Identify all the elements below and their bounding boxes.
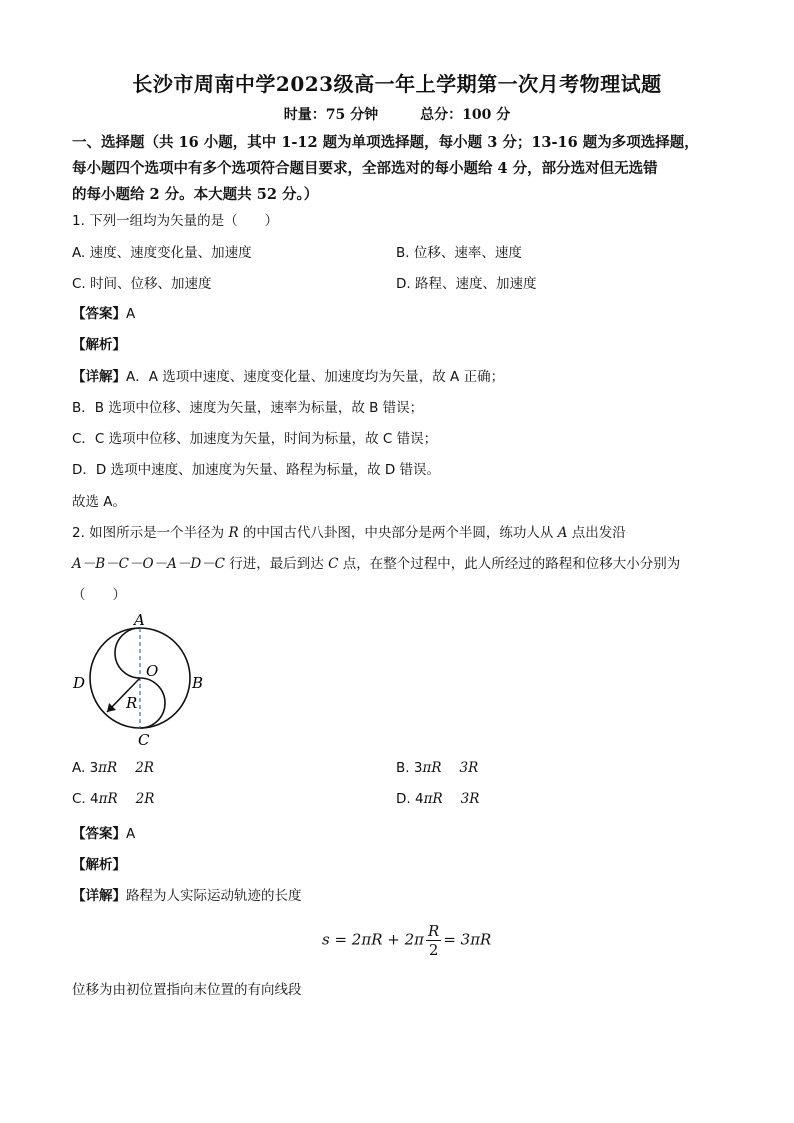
- q1-option-a: A. 速度、速度变化量、加速度: [72, 245, 252, 261]
- q1-option-b: B. 位移、速率、速度: [396, 245, 522, 261]
- q2-analysis-tag: 【解析】: [72, 857, 126, 873]
- q1-detail-line2: B．B 选项中位移、速度为矢量，速率为标量，故 B 错误；: [72, 400, 424, 416]
- q2-stem-line1: 2. 如图所示是一个半径为 R 的中国古代八卦图，中央部分是两个半圆，练功人从 A 点出发沿: [72, 525, 626, 541]
- section-instructions-line3: 的每小题给 2 分。本大题共 52 分。）: [72, 186, 319, 203]
- q2-path: A－B－C－O－A－D－C: [72, 556, 225, 572]
- answer-tag: 【答案】: [72, 306, 126, 322]
- q1-detail-line4: D．D 选项中速度、加速度为矢量、路程为标量，故 D 错误。: [72, 462, 441, 478]
- label-a: A: [134, 611, 145, 629]
- answer-value: A: [126, 306, 136, 322]
- q1-option-d: D. 路程、速度、加速度: [396, 276, 537, 292]
- label-c: C: [138, 731, 150, 749]
- q1-option-c: C. 时间、位移、加速度: [72, 276, 212, 292]
- q2-stem-line3: （ ）: [72, 587, 126, 603]
- q2-option-d: D. 4πR 3R: [396, 791, 480, 807]
- section-instructions-line2: 每小题四个选项中有多个选项符合题目要求，全部选对的每小题给 4 分，部分选对但无选错: [72, 160, 658, 177]
- label-o: O: [146, 662, 159, 680]
- page-title: 长沙市周南中学2023级高一年上学期第一次月考物理试题: [132, 72, 662, 96]
- q2-option-c: C. 4πR 2R: [72, 791, 155, 807]
- q2-option-a: A. 3πR 2R: [72, 760, 154, 776]
- q1-stem: 1. 下列一组均为矢量的是（ ）: [72, 213, 279, 229]
- q2-displacement-note: 位移为由初位置指向末位置的有向线段: [72, 982, 302, 998]
- q2-stem-line2: A－B－C－O－A－D－C 行进，最后到达 C 点，在整个过程中，此人所经过的路程和位移大小分别为: [72, 556, 681, 572]
- q2-answer: 【答案】A: [72, 826, 136, 842]
- label-b: B: [192, 674, 204, 692]
- distance-formula: s = 2πR + 2π $\frac{R}{2}$ = 3πR: [322, 922, 492, 959]
- bagua-diagram: [66, 608, 206, 750]
- q1-analysis-tag: 【解析】: [72, 337, 126, 353]
- exam-total-score: 总分：100 分: [420, 107, 511, 123]
- label-r: R: [126, 694, 138, 712]
- section-instructions-line1: 一、选择题（共 16 小题，其中 1-12 题为单项选择题，每小题 3 分；13-16 题为多项选择题，: [72, 134, 699, 151]
- q2-option-b: B. 3πR 3R: [396, 760, 479, 776]
- q2-detail: 【详解】路程为人实际运动轨迹的长度: [72, 888, 302, 904]
- q1-answer: [72, 302, 135, 322]
- q1-detail-line3: C．C 选项中位移、加速度为矢量，时间为标量，故 C 错误；: [72, 431, 438, 447]
- q1-conclusion: 故选 A。: [72, 494, 127, 510]
- exam-time: 时量：75 分钟: [283, 107, 379, 123]
- exam-info: [0, 104, 794, 124]
- q1-detail-line1: 【详解】A．A 选项中速度、速度变化量、加速度均为矢量，故 A 正确；: [72, 369, 505, 385]
- label-d: D: [73, 674, 86, 692]
